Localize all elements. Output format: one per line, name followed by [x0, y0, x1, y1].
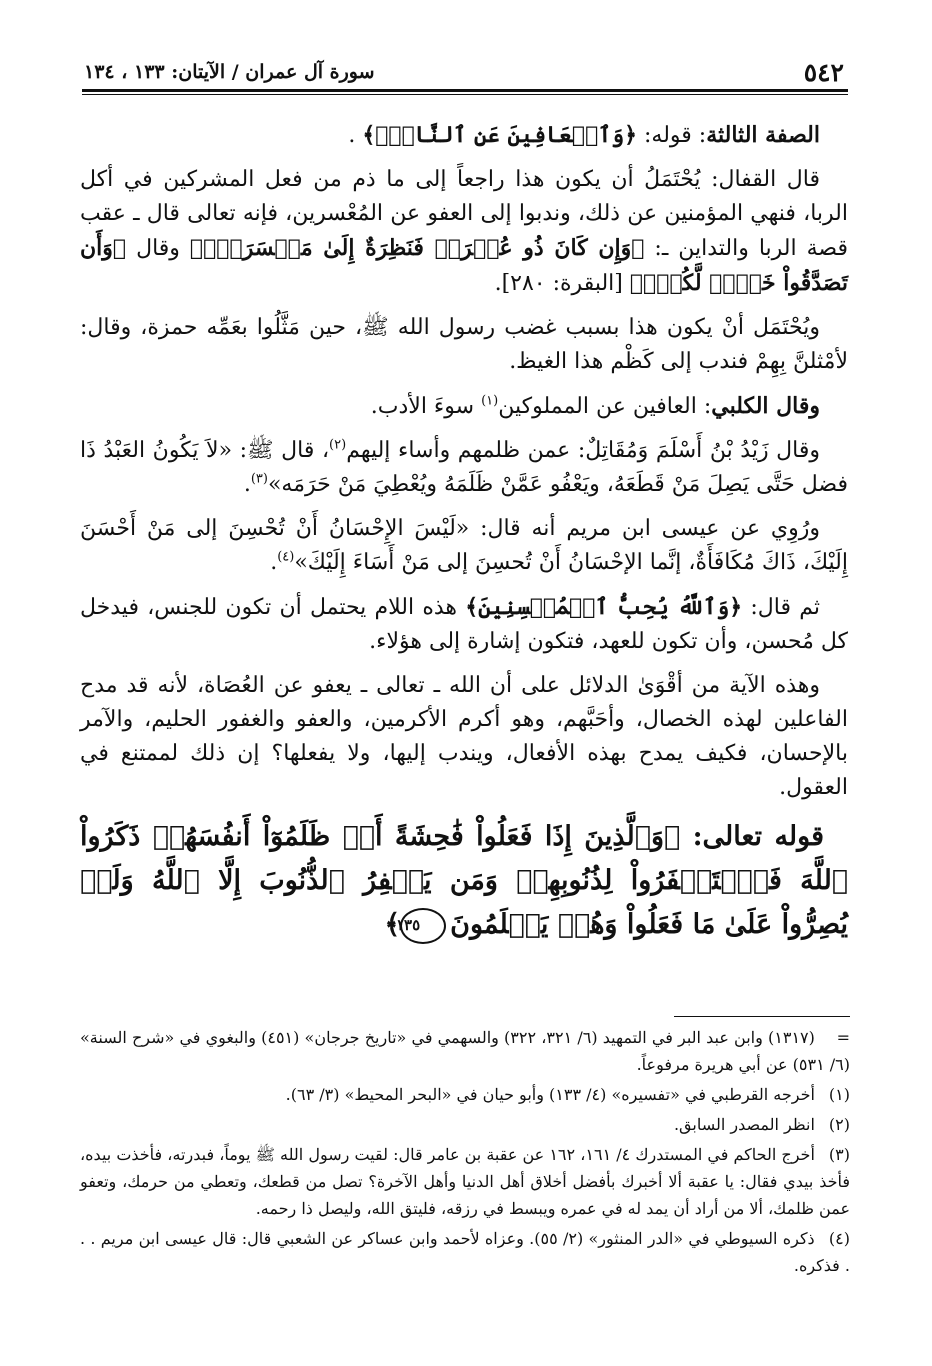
- paragraph-text: هذه اللام يحتمل أن تكون للجنس، فيدخل كل مُحسن، وأن تكون للعهد، فتكون إشارة إلى هؤلاء.: [80, 595, 848, 654]
- paragraph-muhsinin: [80, 590, 848, 659]
- main-text: [80, 118, 848, 974]
- footnote-3: [80, 1141, 850, 1222]
- paragraph-kalbi: [80, 389, 848, 424]
- footnote-text: انظر المصدر السابق.: [673, 1115, 815, 1134]
- footnote-ref[interactable]: (٢): [329, 437, 347, 453]
- paragraph-hamza: ويُحْتَمَل أنْ يكون هذا بسبب غضب رسول الله ﷺ، حين مَثَّلُوا بعَمِّه حمزة، وقال: لأمْثلنَّ بِهِمْ فندب إلى كَظْم هذا الغيظ.: [80, 315, 848, 374]
- header-rule-thin: [82, 94, 848, 95]
- page-number: ٥٤٢: [803, 58, 844, 87]
- paragraph-text: ثم قال:: [742, 595, 820, 620]
- running-title: سورة آل عمران / الآيتان: ١٣٣ ، ١٣٤: [84, 61, 375, 83]
- footnote-ref[interactable]: (٤): [277, 549, 295, 565]
- verse-close: ﴾: [384, 909, 401, 940]
- footnote-text: أخرج الحاكم في المستدرك ٤/ ١٦١، ١٦٢ عن عقبة بن عامر قال: لقيت رسول الله ﷺ يوماً، فبدرته، فأخذت بيده، فأخذ بيدي فقال: يا عقبة ألا أخبرك بأفضل أخلاق أهل الدنيا وأهل الآخرة؟ تصل من قطعك، وتعطي من حرمك، وتعفو عمن ظلمك، ألا من أراد أن يمد له في عمره ويبسط في رزقه، فليتق الله، وليصل ذا رحمه.: [80, 1145, 850, 1218]
- paragraph-text: ورُوِي عن عيسى ابن مريم أنه قال: «لَيْسَ الإِحْسَانُ أَنْ تُحْسِنَ إلى مَنْ أَحْسَنَ إِلَيْكَ، ذَاكَ مُكَافَأَةٌ، إنَّما الإحْسَانُ أَنْ تُحسِنَ إلى مَنْ أَسَاءَ إِلَيْكَ»: [80, 516, 848, 575]
- footnote-ref[interactable]: (١): [481, 393, 499, 409]
- verse-intro: قوله تعالى:: [680, 821, 825, 852]
- footnote-number: (٣): [828, 1145, 851, 1164]
- paragraph-evidence: وهذه الآية من أقْوَىٰ الدلائل على أن الله ـ تعالى ـ يعفو عن العُصَاة، لأنه قد مدح الفاعلين لهذه الخصال، وأحَبَّهم، وهو أكرم الأكرمين، والعفو والغفور الحليم، والآمر بالإحسان، فكيف يمدح بهذه الأفعال، ويندب إليها، ولا يفعلها؟ إن ذلك لممتنع في العقول.: [80, 673, 848, 800]
- ayah-number-badge: ١٣٥: [400, 908, 446, 944]
- paragraph-text: سوءَ الأدب.: [370, 394, 482, 419]
- verse-block: [80, 815, 848, 947]
- paragraph-text: قال القفال: يُحْتَمَلُ أن يكون هذا راجعاً إلى ما ذم من فعل المشركين في أكل الربا، فنهي المؤمنين عن ذلك، وندبوا إلى العفو عن المُعْسرين، فإنه تعالى قال ـ عقب قصة الربا والتداين ـ:: [80, 167, 848, 261]
- paragraph-text: .: [348, 123, 363, 148]
- footnote-text: ذكره السيوطي في «الدر المنثور» (٢/ ٥٥). وعزاه لأحمد وابن عساكر عن الشعبي قال: قال عيسى ابن مريم . . . فذكره.: [80, 1229, 850, 1275]
- paragraph-text: ، قال ﷺ: «لاَ يَكُونُ العَبْدُ ذَا فضل حَتَّى يَصِلَ مَنْ قَطَعَهُ، ويَعْفُو عَمَّنْ ظَلَمَهُ ويُعْطِيَ مَنْ حَرَمَه»: [80, 438, 848, 497]
- quran-quote: ﴿وَإِن كَانَ ذُو عُسۡرَةٖ فَنَظِرَةٌ إِلَىٰ مَيۡسَرَةٖۚ﴾: [189, 235, 645, 261]
- footnote-number: (٤): [828, 1229, 850, 1248]
- section-lead: الصفة الثالثة: [706, 122, 820, 148]
- paragraph-text: .: [243, 472, 251, 497]
- paragraph-text: : العافين عن المملوكين: [498, 394, 712, 419]
- paragraph-text: وقال: [126, 236, 190, 261]
- footnote-number: (١): [828, 1085, 850, 1104]
- footnote-ref[interactable]: (٣): [250, 471, 268, 487]
- paragraph-isa: [80, 512, 848, 580]
- paragraph-third-attribute: [80, 118, 848, 153]
- quran-quote: ﴿وَٱلۡعَافِينَ عَنِ ٱلنَّاسِۗ﴾: [362, 122, 638, 148]
- paragraph-qaffal: [80, 163, 848, 301]
- footnote-text: أخرجه القرطبي في «تفسيره» (٤/ ١٣٣) وأبو حيان في «البحر المحيط» (٣/ ٦٣).: [285, 1085, 815, 1104]
- running-header: [82, 52, 848, 92]
- footnote-1: [80, 1081, 850, 1108]
- paragraph-text: : قوله:: [637, 123, 707, 148]
- quran-quote: ﴿وَٱللَّهُ يُحِبُّ ٱلۡمُحۡسِنِينَ﴾: [465, 594, 743, 620]
- footnotes: [80, 1024, 850, 1282]
- footnote-number: (٢): [828, 1115, 850, 1134]
- paragraph-text: [البقرة: ٢٨٠].: [494, 271, 630, 296]
- footnote-4: [80, 1225, 850, 1279]
- footnote-2: [80, 1111, 850, 1138]
- header-rule: [82, 89, 848, 92]
- paragraph-text: .: [270, 550, 278, 575]
- paragraph-zaid: [80, 434, 848, 502]
- quran-quote: ﴿وَأَن تَصَدَّقُواْ خَيۡرٞ لَّكُمۡۖ﴾: [80, 235, 848, 296]
- footnote-text: (١٣١٧) وابن عبد البر في التمهيد (٦/ ٣٢١، ٣٢٢) والسهمي في «تاريخ جرجان» (٤٥١) والبغوي في «شرح السنة» (٦/ ٥٣١) عن أبي هريرة مرفوعاً.: [80, 1028, 850, 1074]
- footnote-number: =: [836, 1028, 851, 1047]
- verse-text: ﴿وَٱلَّذِينَ إِذَا فَعَلُواْ فَٰحِشَةً أَوۡ ظَلَمُوٓاْ أَنفُسَهُمۡ ذَكَرُواْ ٱللَّهَ فَٱسۡتَغۡفَرُواْ لِذُنُوبِهِمۡ وَمَن يَغۡفِرُ ٱلذُّنُوبَ إِلَّا ٱللَّهُ وَلَمۡ يُصِرُّواْ عَلَىٰ مَا فَعَلُواْ وَهُمۡ يَعۡلَمُونَ: [80, 821, 848, 940]
- footnote-separator: [674, 1016, 850, 1017]
- footnote-continued: [80, 1024, 850, 1078]
- paragraph-text: وقال زَيْدُ بْنُ أَسْلَمَ وَمُقَاتِلٌ: عمن ظلمهم وأساء إليهم: [346, 438, 820, 463]
- section-lead: وقال الكلبي: [711, 393, 820, 419]
